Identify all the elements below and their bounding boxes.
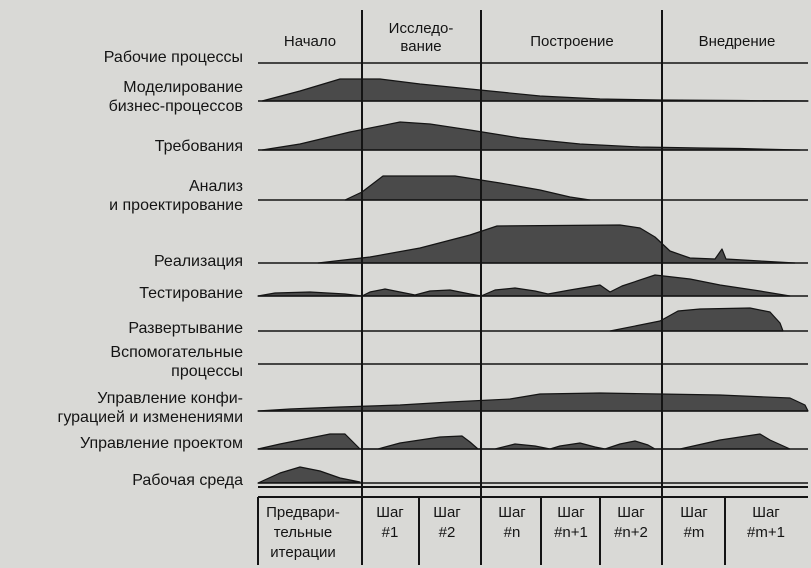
discipline-label-analysis-design [109, 177, 243, 215]
discipline-label-config-change-line: Управление конфи- [97, 390, 243, 407]
discipline-label-workflows-line: Рабочие процессы [103, 49, 243, 66]
discipline-label-environment-line: Рабочая среда [132, 472, 243, 489]
iteration-label-step-2-line: Шаг [433, 504, 461, 521]
discipline-label-project-management-line: Управление проектом [80, 435, 243, 452]
phase-label-inception-line: Начало [283, 33, 337, 50]
iteration-label-step-1-line: #1 [381, 524, 399, 541]
phase-label-construction-line: Построение [530, 33, 614, 50]
discipline-label-implementation-line: Реализация [153, 253, 243, 270]
discipline-label-requirements [155, 137, 243, 156]
iteration-label-step-2-line: #2 [438, 524, 456, 541]
iteration-label-step-m1-line: #m+1 [747, 524, 785, 541]
effort-hump-requirements [262, 122, 800, 150]
discipline-label-config-change-line: гурацией и изменениями [57, 409, 243, 426]
iteration-label-step-1-line: Шаг [376, 504, 404, 521]
discipline-label-supporting-line: процессы [171, 363, 243, 380]
discipline-label-deployment-line: Развертывание [128, 320, 243, 337]
discipline-label-business-modeling [109, 78, 243, 116]
discipline-label-project-management [80, 434, 243, 453]
iteration-label-step-n2-line: Шаг [617, 504, 645, 521]
discipline-label-business-modeling-line: Моделирование [123, 79, 243, 96]
effort-hump-config-change [258, 393, 808, 411]
discipline-label-config-change [58, 389, 244, 427]
effort-hump-testing [258, 275, 790, 296]
effort-hump-analysis-design [345, 176, 590, 200]
iteration-label-step-n1-line: Шаг [557, 504, 585, 521]
phase-label-elaboration [351, 20, 491, 56]
iteration-label-step-m1-line: Шаг [752, 504, 780, 521]
discipline-label-workflows [104, 48, 243, 67]
phase-label-transition [667, 33, 807, 51]
discipline-label-supporting-line: Вспомогательные [110, 344, 243, 361]
iteration-label-step-n-line: #n [503, 524, 521, 541]
effort-hump-environment [258, 467, 360, 483]
phase-label-transition-line: Внедрение [698, 33, 776, 50]
iteration-label-step-m-line: Шаг [680, 504, 708, 521]
discipline-label-requirements-line: Требования [154, 138, 243, 155]
effort-hump-project-management [258, 434, 790, 449]
iteration-label-step-n-line: Шаг [498, 504, 526, 521]
iteration-label-preliminary [253, 503, 353, 563]
iteration-label-step-n1-line: #n+1 [554, 524, 588, 541]
discipline-label-analysis-design-line: Анализ [188, 178, 243, 195]
discipline-label-testing [139, 284, 243, 303]
iteration-label-preliminary-line: итерации [270, 544, 336, 561]
iteration-label-step-n2-line: #n+2 [614, 524, 648, 541]
discipline-label-implementation [154, 252, 243, 271]
discipline-label-testing-line: Тестирование [139, 285, 243, 302]
effort-hump-business-modeling [262, 79, 808, 101]
discipline-label-analysis-design-line: и проектирование [109, 197, 243, 214]
phase-label-elaboration-line: вание [400, 38, 442, 55]
iteration-label-preliminary-line: тельные [273, 524, 333, 541]
effort-hump-implementation [318, 225, 795, 263]
discipline-label-environment [132, 471, 243, 490]
iteration-label-step-m-line: #m [683, 524, 705, 541]
discipline-label-deployment [128, 319, 243, 338]
discipline-label-supporting [110, 343, 243, 381]
discipline-label-business-modeling-line: бизнес-процессов [108, 98, 243, 115]
effort-hump-deployment [610, 308, 783, 331]
phase-label-construction [502, 33, 642, 51]
phase-label-elaboration-line: Исследо- [388, 20, 454, 37]
iteration-label-step-m1 [716, 503, 811, 543]
iteration-label-preliminary-line: Предвари- [266, 504, 340, 521]
